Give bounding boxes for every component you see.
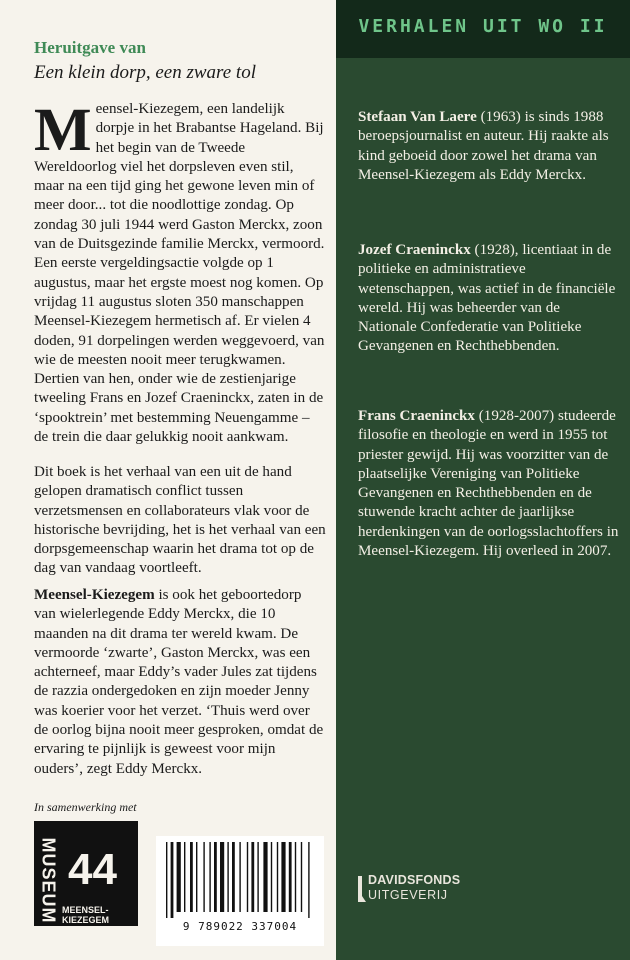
barcode-bar: [166, 842, 167, 918]
author-bio-text: (1928-2007) studeerde filosofie en theologie en werd in 1955 tot priester gewijd. Hij was voorzitter van de plaatselijke Vereniging van Politieke Gevangenen en Rechthebbenden en de stuwende kracht achter de jaarlijkse herdenkingen van de oorlogsslachtoffers in Meensel-Kiezegem. Hij overleed in 2007.: [358, 408, 619, 560]
barcode-bar: [232, 842, 235, 912]
intro-paragraph: [34, 97, 326, 447]
barcode-bar: [171, 842, 174, 918]
publisher-logo: [358, 872, 518, 906]
museum-logo-word: MUSEUM: [38, 837, 59, 924]
barcode-bar: [209, 842, 210, 912]
barcode-bar: [277, 842, 278, 912]
original-title: Een klein dorp, een zware tol: [34, 62, 256, 83]
author-bio-text: (1963) is sinds 1988 beroepsjournalist en auteur. Hij raakte als kind geboeid door zowel het drama van Meensel-Kiezegem als Eddy Merckx.: [358, 109, 609, 183]
barcode-bar: [177, 842, 181, 912]
barcode-bar: [196, 842, 197, 912]
publisher-name: DAVIDSFONDS: [368, 873, 461, 887]
barcode-bar: [281, 842, 285, 912]
summary-paragraph: Dit boek is het verhaal van een uit de hand gelopen dramatisch conflict tussen verzetsmensen en collaborateurs vlak voor de historische bevrijding, het is het verhaal van een dorpsgemeenschap waarin het drama tot op de dag van vandaag voortleeft.: [34, 464, 326, 577]
barcode-bar: [227, 842, 228, 912]
barcode-bar: [289, 842, 292, 912]
author-name: Frans Craeninckx: [358, 408, 475, 424]
barcode-bar: [203, 842, 204, 912]
author-name: Jozef Craeninckx: [358, 242, 471, 258]
barcode-bar: [184, 842, 185, 912]
barcode-bar: [301, 842, 302, 912]
partner-label: In samenwerking met: [34, 800, 137, 814]
barcode-bar: [251, 842, 254, 912]
isbn-number: 9 789022 337004: [182, 920, 298, 933]
barcode-bar: [247, 842, 248, 912]
barcode-bar: [308, 842, 309, 918]
museum-logo: [34, 821, 138, 926]
barcode-bar: [220, 842, 224, 912]
museum-logo-place: MEENSEL-KIEZEGEM: [62, 905, 110, 925]
author-bio-frans-craeninckx: [358, 407, 620, 561]
barcode-bar: [190, 842, 193, 912]
reissue-label: Heruitgave van: [34, 38, 146, 57]
publisher-mark-icon: [358, 876, 366, 902]
barcode-bar: [263, 842, 267, 912]
drop-cap: M: [34, 97, 92, 164]
author-bio-van-laere: [358, 108, 620, 185]
isbn-barcode: [156, 836, 324, 946]
series-title: VERHALEN UIT WO II: [358, 16, 608, 37]
barcode-bar: [295, 842, 296, 912]
merckx-lead: Meensel-Kiezegem: [34, 587, 155, 603]
intro-text: eensel-Kiezegem, een landelijk dorpje in het Brabantse Hageland. Bij het begin van de Tweede Wereldoorlog viel het dorpsleven even stil, maar na een tijd ging het gewone leven min of meer door... tot die noodlottige zondag. Op zondag 30 juli 1944 werd Gaston Merckx, zoon van de Duitsgezinde familie Merckx, vermoord. Een eerste vergeldingsactie volgde op 1 augustus, maar het ergste moest nog komen. Op vrijdag 11 augustus sloten 350 manschappen Meensel-Kiezegem hermetisch af. Er vielen 4 doden, 91 dorpelingen werden weggevoerd, van wie de meesten nooit meer terugkwamen. Dertien van hen, onder wie de zestienjarige tweeling Frans en Jozef Craeninckx, zaten in de ‘spooktrein’ met bestemming Neuengamme – de trein die daar gelukkig nooit aankwam.: [34, 101, 325, 446]
barcode-bar: [271, 842, 272, 912]
merckx-text: is ook het geboortedorp van wielerlegende Eddy Merckx, die 10 maanden na dit drama ter wereld kwam. De vermoorde ‘zwarte’, Gaston Merckx, was een achterneef, maar Eddy’s vader Jules zat tijdens de razzia ondergedoken en zijn moeder Jenny was koerier voor het verzet. ‘Thuis werd over de oorlog bijna nooit meer gesproken, omdat de ervaring te pijnlijk is geweest voor mijn ouders’, zegt Eddy Merckx.: [34, 587, 324, 777]
author-name: Stefaan Van Laere: [358, 109, 477, 125]
barcode-bar: [239, 842, 240, 912]
museum-logo-number: 44: [68, 845, 117, 894]
barcode-bar: [257, 842, 258, 912]
author-bio-jozef-craeninckx: [358, 241, 620, 357]
publisher-subtitle: UITGEVERIJ: [368, 888, 448, 902]
barcode-bars: [164, 842, 316, 918]
author-bio-text: (1928), licentiaat in de politieke en administratieve wetenschappen, was actief in de financiële wereld. Hij was beheerder van de Nationale Confederatie van Politieke Gevangenen en Rechthebbenden.: [358, 242, 616, 355]
merckx-paragraph: [34, 586, 326, 779]
barcode-bar: [214, 842, 217, 912]
